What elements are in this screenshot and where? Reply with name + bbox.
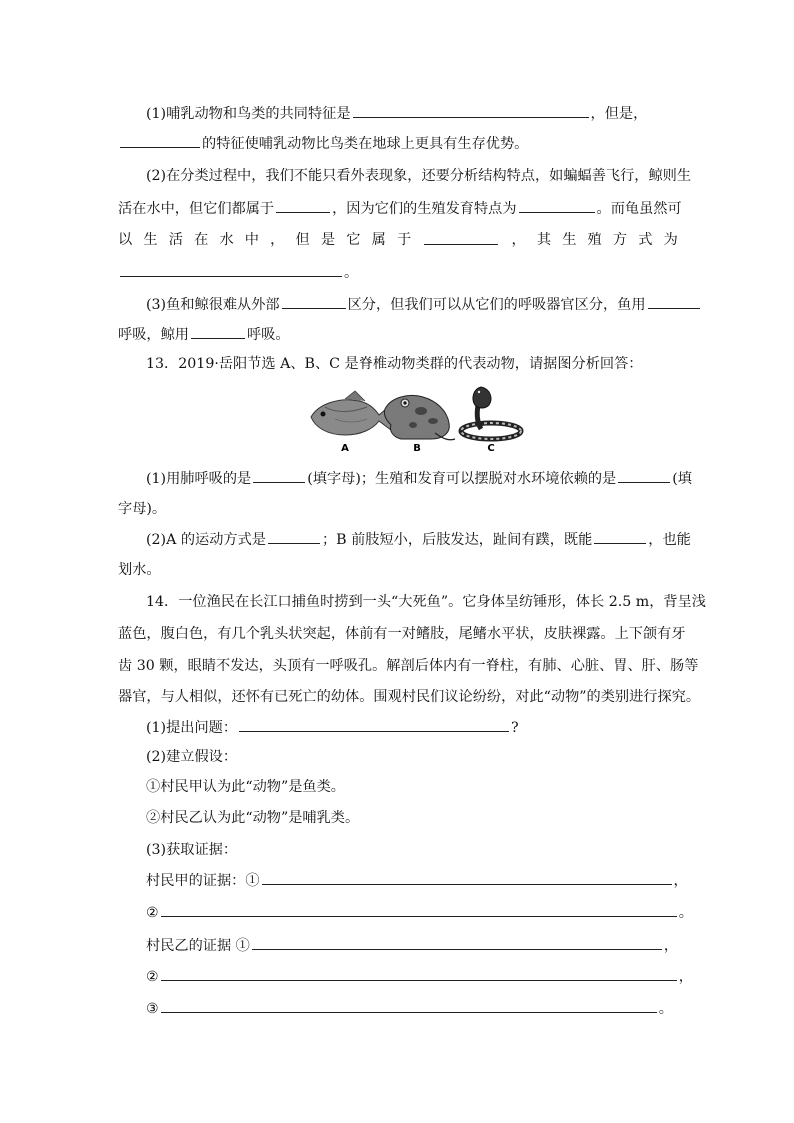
q13-part2-line1 xyxy=(146,529,691,550)
answer-blank[interactable] xyxy=(161,902,677,917)
q12-char: 在 xyxy=(194,232,209,248)
q13-part2-text-c: ，也能 xyxy=(648,532,691,548)
q12-part3-text-c: 呼吸，鲸用 xyxy=(118,327,189,343)
q12-char: 为 xyxy=(663,232,678,248)
q12-char: 式 xyxy=(638,232,653,248)
q14-evidence-a-2 xyxy=(146,902,693,923)
q13-part2-text-a: (2)A 的运动方式是 xyxy=(146,532,266,548)
answer-blank[interactable] xyxy=(276,198,330,213)
q12-part3-line2 xyxy=(118,324,290,345)
answer-blank[interactable] xyxy=(161,966,677,981)
q14-evidence-b-3 xyxy=(146,998,673,1019)
q12-part2-line4 xyxy=(118,262,358,283)
q12-char: 活 xyxy=(168,232,183,248)
q12-char: 水 xyxy=(219,232,234,248)
q12-char: ， xyxy=(270,232,285,248)
q12-part3-text-b: 区分，但我们可以从它们的呼吸器官区分，鱼用 xyxy=(347,297,646,313)
q13-stem: 13．2019·岳阳节选 A、B、C 是脊椎动物类群的代表动物，请据图分析回答： xyxy=(146,356,643,372)
q12-char: 生 xyxy=(562,232,577,248)
q12-part2-line1: (2)在分类过程中，我们不能只看外表现象，还要分析结构特点，如蝙蝠善飞行，鲸则生 xyxy=(146,168,692,184)
answer-blank[interactable] xyxy=(268,529,320,544)
q12-part2-text-c: 。而龟虽然可 xyxy=(596,201,682,217)
q14-hypothesis1: ①村民甲认为此“动物”是鱼类。 xyxy=(146,779,345,795)
q12-part3-text-a: (3)鱼和鲸很难从外部 xyxy=(146,297,280,313)
q13-part2-text-b: ；B 前肢短小，后肢发达，趾间有蹼，既能 xyxy=(321,532,593,548)
q12-part2-text-a: 活在水中，但它们都属于 xyxy=(118,201,275,217)
answer-blank[interactable] xyxy=(519,198,595,213)
q14-evidence-a-1 xyxy=(146,870,688,891)
answer-blank[interactable] xyxy=(353,103,589,118)
q14-q1-text: (1)提出问题： xyxy=(146,720,238,736)
q12-char: 是 xyxy=(320,232,336,248)
q12-char: 以 xyxy=(118,232,133,248)
answer-blank[interactable] xyxy=(252,935,662,950)
q14-comma: ， xyxy=(663,938,679,954)
frog-icon xyxy=(384,396,455,440)
q13-part2-line2: 划水。 xyxy=(118,562,161,578)
q12-char: 它 xyxy=(346,232,361,248)
q12-part1-text-b: ，但是， xyxy=(590,106,648,122)
animals-illustration xyxy=(305,383,530,455)
q14-num-2: ② xyxy=(146,905,159,921)
q14-evidence-b-1 xyxy=(146,935,678,956)
q12-part1-line2 xyxy=(118,133,528,154)
q14-comma: ， xyxy=(678,969,693,985)
q14-stem-line1: 14．一位渔民在长江口捕鱼时捞到一头“大死鱼”。它身体呈纺锤形，体长 2.5 m，背呈浅 xyxy=(146,594,706,610)
q13-part1-text-a: (1)用肺呼吸的是 xyxy=(146,471,252,487)
q14-q1-end: ? xyxy=(511,720,519,736)
answer-blank[interactable] xyxy=(424,230,498,245)
answer-blank[interactable] xyxy=(282,294,346,309)
q14-period: 。 xyxy=(658,1001,673,1017)
q12-char: 于 xyxy=(396,232,412,248)
label-b: B xyxy=(413,443,421,454)
fish-icon xyxy=(311,391,395,435)
answer-blank[interactable] xyxy=(161,998,657,1013)
q13-part1-line2: 字母)。 xyxy=(118,501,167,517)
q14-question3: (3)获取证据： xyxy=(146,842,238,858)
q14-hypothesis2: ②村民乙认为此“动物”是哺乳类。 xyxy=(146,810,360,826)
q14-period: 。 xyxy=(678,905,693,921)
label-a: A xyxy=(341,443,349,454)
q12-part3-line1 xyxy=(146,294,702,315)
q12-part1-text-c: 的特征使哺乳动物比鸟类在地球上更具有生存优势。 xyxy=(202,136,529,152)
q13-part1-text-c: (填 xyxy=(672,471,692,487)
q14-stem-line3: 齿 30 颗，眼睛不发达，头顶有一呼吸孔。解剖后体内有一脊柱，有肺、心脏、胃、肝、肠等 xyxy=(118,658,699,674)
q14-num-2: ② xyxy=(146,969,159,985)
q12-part2-line2 xyxy=(118,198,682,219)
q12-part2-line3 xyxy=(118,230,678,250)
q12-part1-text-a: (1)哺乳动物和鸟类的共同特征是 xyxy=(146,106,351,122)
q12-char: 殖 xyxy=(587,232,602,248)
label-c: C xyxy=(487,443,495,454)
q14-question2: (2)建立假设： xyxy=(146,749,238,765)
answer-blank[interactable] xyxy=(120,133,200,148)
q13-animal-figure xyxy=(305,383,530,455)
q14-stem-line4: 器官，与人相似，还怀有已死亡的幼体。围观村民们议论纷纷，对此“动物”的类别进行探究。 xyxy=(118,689,701,705)
q13-part1-text-b: (填字母)；生殖和发育可以摆脱对水环境依赖的是 xyxy=(307,471,617,487)
q14-num-3: ③ xyxy=(146,1001,159,1017)
q12-char: ， xyxy=(511,232,526,248)
q14-evidence-b-2 xyxy=(146,966,693,987)
answer-blank[interactable] xyxy=(618,468,670,483)
answer-blank[interactable] xyxy=(253,468,305,483)
q12-char: 但 xyxy=(295,232,310,248)
q13-part1-line1 xyxy=(146,468,692,489)
q12-part1-line1 xyxy=(146,103,647,124)
answer-blank[interactable] xyxy=(120,262,342,277)
answer-blank[interactable] xyxy=(239,717,509,732)
q12-char: 中 xyxy=(244,232,259,248)
q14-evidence-b-label: 村民乙的证据 ① xyxy=(146,938,250,954)
q12-char: 属 xyxy=(371,232,386,248)
q14-comma: ， xyxy=(673,873,688,889)
q12-char: 方 xyxy=(612,232,628,248)
q14-evidence-a-label: 村民甲的证据：① xyxy=(146,873,260,889)
q14-question1 xyxy=(146,717,519,738)
q12-period: 。 xyxy=(344,265,359,281)
answer-blank[interactable] xyxy=(191,324,245,339)
q12-part3-text-d: 呼吸。 xyxy=(246,327,290,343)
answer-blank[interactable] xyxy=(262,870,672,885)
q12-part2-text-b: ，因为它们的生殖发育特点为 xyxy=(332,201,517,217)
answer-blank[interactable] xyxy=(594,529,646,544)
snake-icon xyxy=(461,387,521,439)
answer-blank[interactable] xyxy=(648,294,700,309)
q12-char: 其 xyxy=(536,232,552,248)
q14-stem-line2: 蓝色，腹白色，有几个乳头状突起，体前有一对鳍肢，尾鳍水平状，皮肤裸露。上下颌有牙 xyxy=(118,626,686,642)
q12-char: 生 xyxy=(143,232,158,248)
